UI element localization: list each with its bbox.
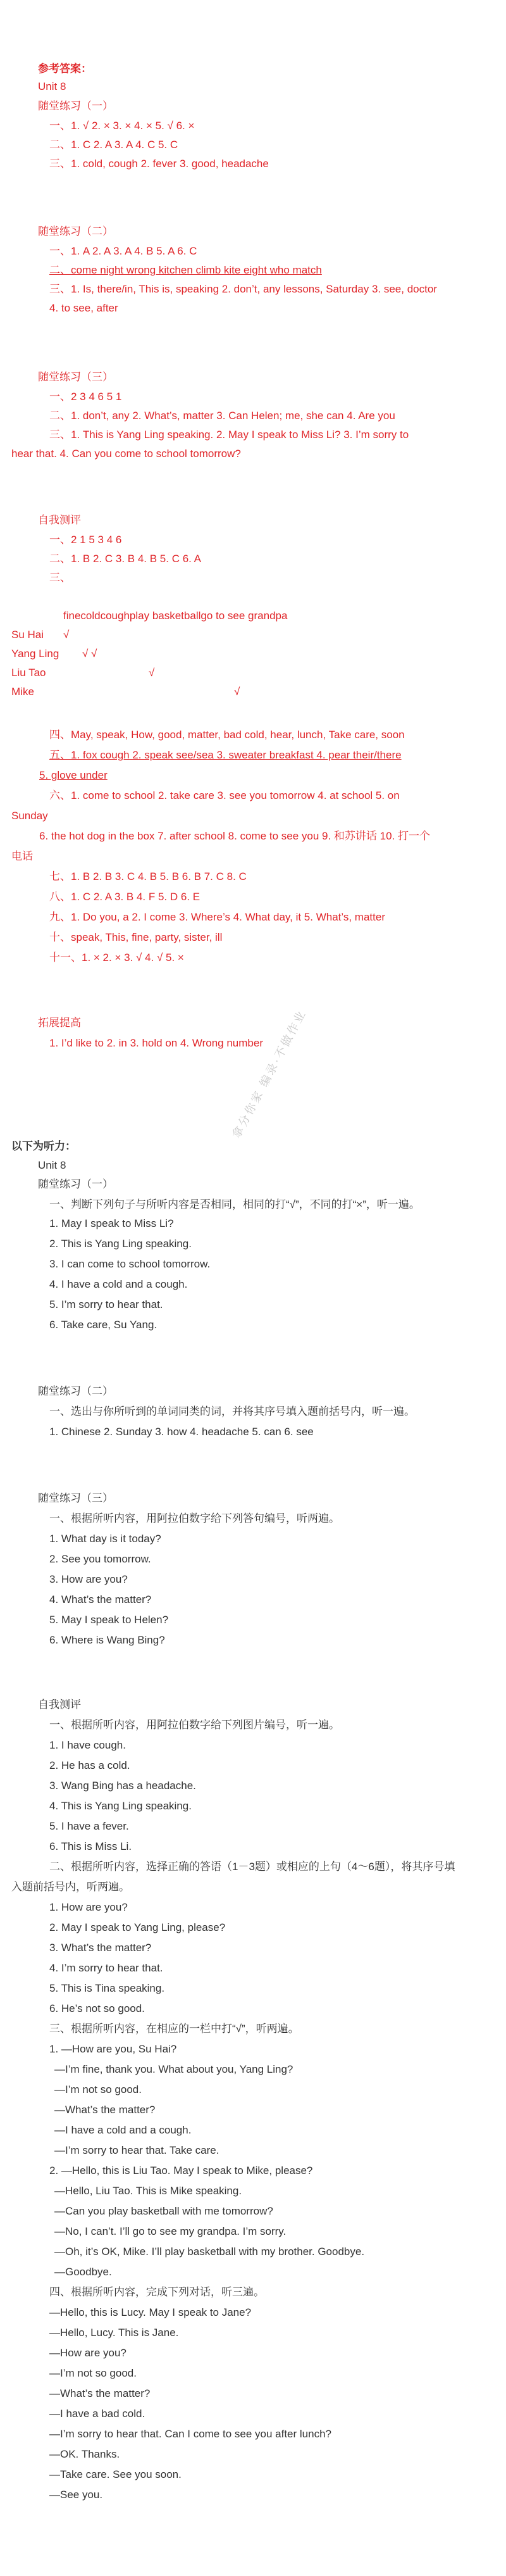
answer-line: 四、May, speak, How, good, matter, bad cold, hear, lunch, Take care, soon <box>49 729 405 741</box>
section-title: 随堂练习（一） <box>38 1178 113 1190</box>
answer-line: 二、1. C 2. A 3. A 4. C 5. C <box>49 139 178 151</box>
list-item: 6. Take care, Su Yang. <box>49 1319 157 1331</box>
instruction: 一、判断下列句子与所听内容是否相同，相同的打“√”，不同的打“×”，听一遍。 <box>49 1198 420 1210</box>
answer-line: 一、1. √ 2. × 3. × 4. × 5. √ 6. × <box>49 120 195 132</box>
answer-line: 三、1. cold, cough 2. fever 3. good, headache <box>49 158 269 170</box>
table-row: Su Hai <box>11 629 44 641</box>
table-header: finecoldcoughplay basketballgo to see grandpa <box>63 610 288 622</box>
table-check: √ √ <box>82 648 97 660</box>
answer-line: 九、1. Do you, a 2. I come 3. Where’s 4. What day, it 5. What’s, matter <box>49 911 385 923</box>
answer-line: 二、come night wrong kitchen climb kite eight who match <box>49 264 322 276</box>
listening-unit: Unit 8 <box>38 1159 66 1171</box>
list-item: —Can you play basketball with me tomorrow? <box>54 2205 273 2217</box>
answer-line: 二、1. don’t, any 2. What’s, matter 3. Can Helen; me, she can 4. Are you <box>49 410 395 422</box>
list-item: 3. Wang Bing has a headache. <box>49 1780 196 1792</box>
section-title: 自我测评 <box>38 1699 81 1711</box>
table-check: √ <box>149 667 155 679</box>
table-check: √ <box>234 686 240 698</box>
answer-line: 十、speak, This, fine, party, sister, ill <box>49 931 223 943</box>
answer-line: 4. to see, after <box>49 302 118 314</box>
instruction: 一、根据所听内容，用阿拉伯数字给下列图片编号，听一遍。 <box>49 1719 340 1731</box>
list-item: —I’m not so good. <box>49 2367 137 2379</box>
answer-line: 6. the hot dog in the box 7. after school 8. come to see you 9. 和苏讲话 10. 打一个 <box>39 830 430 842</box>
list-item: 1. What day is it today? <box>49 1533 161 1545</box>
table-row: Mike <box>11 686 34 698</box>
answer-line: 电话 <box>11 850 33 862</box>
list-item: —What’s the matter? <box>54 2104 156 2116</box>
list-item: —OK. Thanks. <box>49 2448 120 2460</box>
list-item: 5. I’m sorry to hear that. <box>49 1298 163 1310</box>
list-item: 4. I’m sorry to hear that. <box>49 1962 163 1974</box>
watermark: 拿分你家 编录·不做作业 <box>230 1007 309 1141</box>
section-title: 随堂练习（一） <box>38 100 113 112</box>
answer-line: 八、1. C 2. A 3. B 4. F 5. D 6. E <box>49 891 201 903</box>
list-item: 2. This is Yang Ling speaking. <box>49 1238 192 1250</box>
instruction: 四、根据所听内容，完成下列对话，听三遍。 <box>49 2286 264 2298</box>
list-item: 4. What’s the matter? <box>49 1593 152 1605</box>
list-item: 3. How are you? <box>49 1573 128 1585</box>
instruction: 二、根据所听内容，选择正确的答语（1－3题）或相应的上句（4～6题），将其序号填 <box>49 1861 455 1873</box>
list-item: 5. May I speak to Helen? <box>49 1614 169 1626</box>
answer-line: 一、2 3 4 6 5 1 <box>49 391 122 403</box>
answer-line: 三、1. This is Yang Ling speaking. 2. May I speak to Miss Li? 3. I’m sorry to <box>49 429 409 441</box>
list-item: —I’m sorry to hear that. Take care. <box>54 2144 219 2156</box>
list-item: —What’s the matter? <box>49 2387 151 2399</box>
list-item: 3. I can come to school tomorrow. <box>49 1258 211 1270</box>
list-item: 2. —Hello, this is Liu Tao. May I speak to Mike, please? <box>49 2164 313 2177</box>
list-item: 4. I have a cold and a cough. <box>49 1278 188 1290</box>
list-item: 1. I have cough. <box>49 1739 126 1751</box>
table-check: √ <box>63 629 70 641</box>
answers-unit: Unit 8 <box>38 80 66 92</box>
list-item: —How are you? <box>49 2347 126 2359</box>
table-row: Yang Ling <box>11 648 59 660</box>
list-item: —I’m fine, thank you. What about you, Yang Ling? <box>54 2063 293 2075</box>
listening-heading: 以下为听力： <box>11 1140 76 1152</box>
list-item: 6. This is Miss Li. <box>49 1840 132 1852</box>
list-item: 2. He has a cold. <box>49 1759 130 1771</box>
answer-line: 1. I’d like to 2. in 3. hold on 4. Wrong number <box>49 1037 263 1049</box>
answer-line: hear that. 4. Can you come to school tomorrow? <box>11 448 241 460</box>
section-title: 自我测评 <box>38 514 81 526</box>
answers-heading: 参考答案： <box>38 63 92 75</box>
list-item: 1. May I speak to Miss Li? <box>49 1217 174 1229</box>
list-item: —Take care. See you soon. <box>49 2468 182 2480</box>
list-item: —Hello, this is Lucy. May I speak to Jane? <box>49 2306 252 2318</box>
answer-line: 三、 <box>49 572 71 584</box>
answer-line: Sunday <box>11 810 48 822</box>
list-item: 5. I have a fever. <box>49 1820 129 1832</box>
list-item: 6. Where is Wang Bing? <box>49 1634 165 1646</box>
answer-line: 七、1. B 2. B 3. C 4. B 5. B 6. B 7. C 8. C <box>49 870 247 883</box>
list-item: 5. This is Tina speaking. <box>49 1982 165 1994</box>
answer-line: 十一、1. × 2. × 3. √ 4. √ 5. × <box>49 952 184 964</box>
list-item: —No, I can’t. I’ll go to see my grandpa. I’m sorry. <box>54 2225 287 2237</box>
list-item: —Hello, Lucy. This is Jane. <box>49 2327 179 2339</box>
list-item: —Oh, it’s OK, Mike. I’ll play basketball with my brother. Goodbye. <box>54 2246 365 2258</box>
section-title: 拓展提高 <box>38 1017 81 1029</box>
list-item: 4. This is Yang Ling speaking. <box>49 1800 192 1812</box>
list-item: 2. May I speak to Yang Ling, please? <box>49 1921 226 1933</box>
list-item: —Hello, Liu Tao. This is Mike speaking. <box>54 2185 242 2197</box>
answer-line: 一、2 1 5 3 4 6 <box>49 534 122 546</box>
list-item: 2. See you tomorrow. <box>49 1553 151 1565</box>
section-title: 随堂练习（二） <box>38 225 113 237</box>
instruction: 入题前括号内，听两遍。 <box>11 1881 130 1893</box>
list-item: —See you. <box>49 2489 103 2501</box>
answer-line: 二、1. B 2. C 3. B 4. B 5. C 6. A <box>49 553 201 565</box>
list-item: 1. Chinese 2. Sunday 3. how 4. headache 5. can 6. see <box>49 1426 314 1438</box>
instruction: 三、根据所听内容，在相应的一栏中打“√”，听两遍。 <box>49 2023 299 2035</box>
answer-line: 六、1. come to school 2. take care 3. see you tomorrow 4. at school 5. on <box>49 789 400 801</box>
list-item: 6. He’s not so good. <box>49 2002 145 2014</box>
list-item: —I have a bad cold. <box>49 2408 145 2420</box>
instruction: 一、选出与你所听到的单词同类的词，并将其序号填入题前括号内，听一遍。 <box>49 1405 415 1417</box>
table-row: Liu Tao <box>11 667 46 679</box>
list-item: 1. —How are you, Su Hai? <box>49 2043 177 2055</box>
section-title: 随堂练习（二） <box>38 1385 113 1397</box>
section-title: 随堂练习（三） <box>38 1492 113 1504</box>
answer-line: 5. glove under <box>39 769 108 781</box>
list-item: 3. What’s the matter? <box>49 1942 152 1954</box>
list-item: 1. How are you? <box>49 1901 128 1913</box>
instruction: 一、根据所听内容，用阿拉伯数字给下列答句编号，听两遍。 <box>49 1512 340 1524</box>
answer-line: 一、1. A 2. A 3. A 4. B 5. A 6. C <box>49 245 197 257</box>
section-title: 随堂练习（三） <box>38 371 113 383</box>
list-item: —Goodbye. <box>54 2266 112 2278</box>
list-item: —I’m not so good. <box>54 2083 142 2095</box>
list-item: —I’m sorry to hear that. Can I come to see you after lunch? <box>49 2428 331 2440</box>
list-item: —I have a cold and a cough. <box>54 2124 192 2136</box>
answer-line: 三、1. Is, there/in, This is, speaking 2. don’t, any lessons, Saturday 3. see, doctor <box>49 283 437 295</box>
answer-line: 五、1. fox cough 2. speak see/sea 3. sweater breakfast 4. pear their/there <box>49 749 402 761</box>
